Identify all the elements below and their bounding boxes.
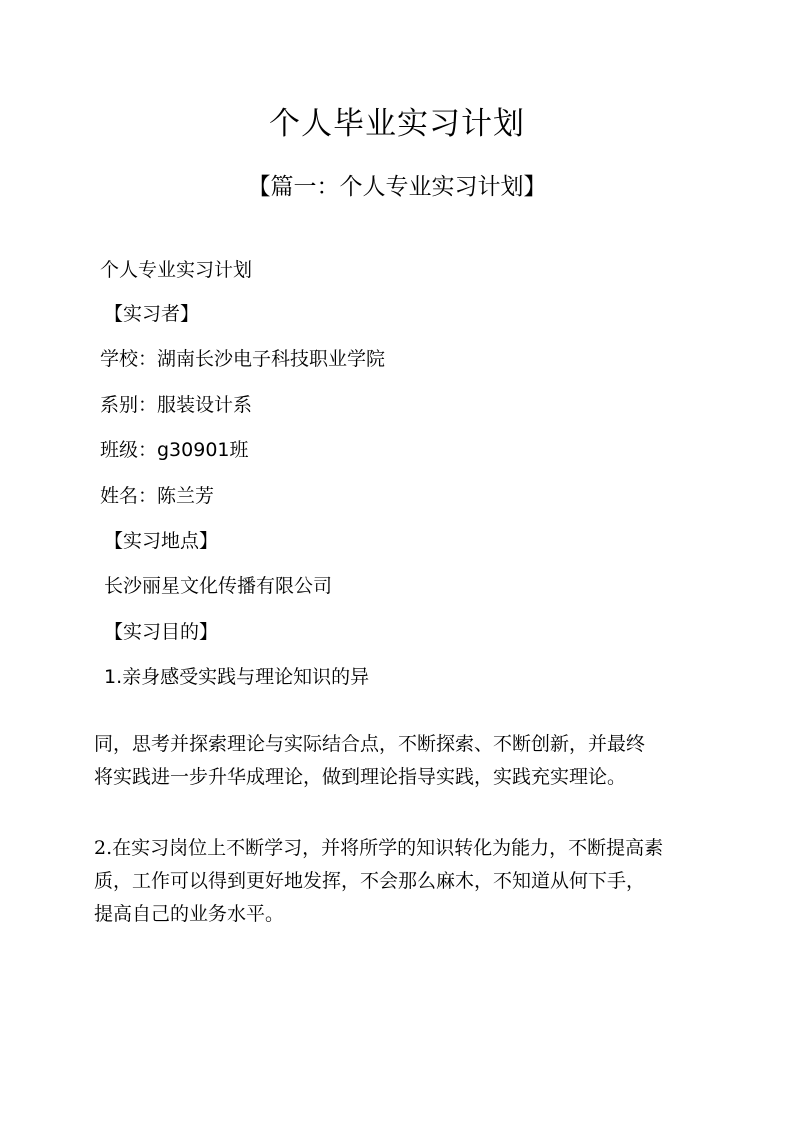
purpose-item-1-intro: 1.亲身感受实践与理论知识的异 [104, 666, 370, 688]
department-line: 系别：服装设计系 [100, 394, 253, 416]
purpose-label: 【实习目的】 [104, 621, 219, 643]
paragraph-line: 同，思考并探索理论与实际结合点，不断探索、不断创新，并最终 [94, 733, 646, 755]
paragraph-line: 质，工作可以得到更好地发挥，不会那么麻木，不知道从何下手， [94, 870, 646, 892]
section-heading: 个人专业实习计划 [100, 259, 253, 281]
location-label: 【实习地点】 [104, 530, 219, 552]
purpose-paragraph-1 [94, 728, 704, 794]
paragraph-line: 将实践进一步升华成理论，做到理论指导实践，实践充实理论。 [94, 766, 627, 788]
purpose-paragraph-2 [94, 832, 704, 931]
paragraph-line: 提高自己的业务水平。 [94, 903, 285, 925]
class-line: 班级：g30901班 [100, 439, 249, 461]
document-subtitle: 【篇一：个人专业实习计划】 [247, 174, 547, 200]
document-title: 个人毕业实习计划 [269, 106, 525, 142]
school-line: 学校：湖南长沙电子科技职业学院 [100, 348, 386, 370]
intern-label: 【实习者】 [104, 303, 200, 325]
paragraph-line: 2.在实习岗位上不断学习，并将所学的知识转化为能力，不断提高素 [94, 837, 664, 859]
location-line: 长沙丽星文化传播有限公司 [104, 575, 333, 597]
name-line: 姓名：陈兰芳 [100, 485, 215, 507]
